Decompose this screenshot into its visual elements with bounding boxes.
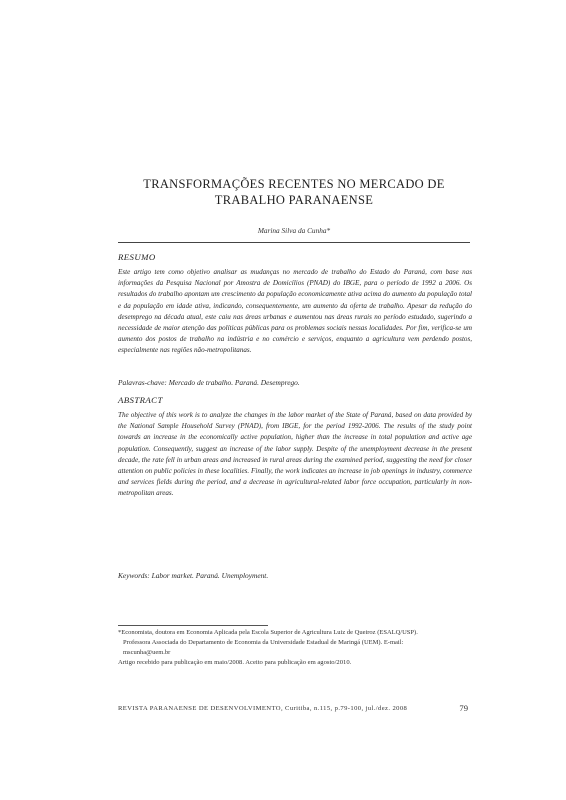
author-name: Marina Silva da Cunha*	[257, 226, 331, 235]
title-line-1: TRANSFORMAÇÕES RECENTES NO MERCADO DE	[143, 177, 445, 191]
abstract-heading: ABSTRACT	[118, 395, 163, 405]
footnote-line-2: Professora Associada do Departamento de Economia da Universidade Estadual de Maringá (UEM). E-mail:	[123, 639, 404, 646]
resumo-heading: RESUMO	[118, 252, 156, 262]
journal-footer: REVISTA PARANAENSE DE DESENVOLVIMENTO, Curitiba, n.115, p.79-100, jul./dez. 2008	[118, 705, 408, 712]
footnote-divider	[118, 625, 268, 626]
article-title	[118, 176, 470, 208]
abstract-text: The objective of this work is to analyze the changes in the labor market of the State of Paraná, based on data provided by the National Sample Household Survey (PNAD), from IBGE, for the period 1992-2006. The results of the study point towards an increase in the economically active population, higher than the increase in total population and active age population. Consequently, suggest an increase of the labor supply. Despite of the unemployment decrease in the present decade, the rate fell in urban areas and increased in rural areas during the examined period, suggesting the need for closer attention on public policies in these localities. Finally, the work indicates an increase in job openings in industry, commerce and services fields during the period, and a decrease in agricultural-related labor force occupation, particularly in non-metropolitan areas.	[118, 411, 472, 498]
footnote-line-1: *Economista, doutora em Economia Aplicada pela Escola Superior de Agricultura Luiz de Queiroz (ESALQ/USP).	[118, 629, 418, 636]
footnote-email: mscunha@uem.br	[123, 649, 171, 656]
title-line-2: TRABALHO PARANAENSE	[214, 193, 374, 207]
page-number: 79	[459, 703, 468, 713]
resumo-keywords: Palavras-chave: Mercado de trabalho. Paraná. Desemprego.	[118, 378, 300, 387]
author-footnote	[118, 628, 478, 658]
received-note: Artigo recebido para publicação em maio/2008. Aceito para publicação em agosto/2010.	[118, 659, 352, 666]
resumo-text: Este artigo tem como objetivo analisar as mudanças no mercado de trabalho do Estado do Paraná, com base nas informações da Pesquisa Nacional por Amostra de Domicílios (PNAD) do IBGE, para o período de 1992 a 2006. Os resultados do trabalho apontam um crescimento da população economicamente ativa acima do aumento da população total e da população em idade ativa, indicando, consequentemente, um aumento da oferta de trabalho. Apesar da redução do desemprego na década atual, este caiu nas áreas urbanas e aumentou nas áreas rurais no período estudado, sugerindo a necessidade de maior atenção das políticas públicas para os problemas sociais nessas localidades. Por fim, verifica-se um aumento dos postos de trabalho na indústria e no comércio e serviços, enquanto a agricultura vem perdendo postos, especialmente nas regiões não-metropolitanas.	[118, 268, 472, 355]
abstract-keywords: Keywords: Labor market. Paraná. Unemployment.	[118, 571, 269, 580]
header-divider	[118, 242, 470, 243]
